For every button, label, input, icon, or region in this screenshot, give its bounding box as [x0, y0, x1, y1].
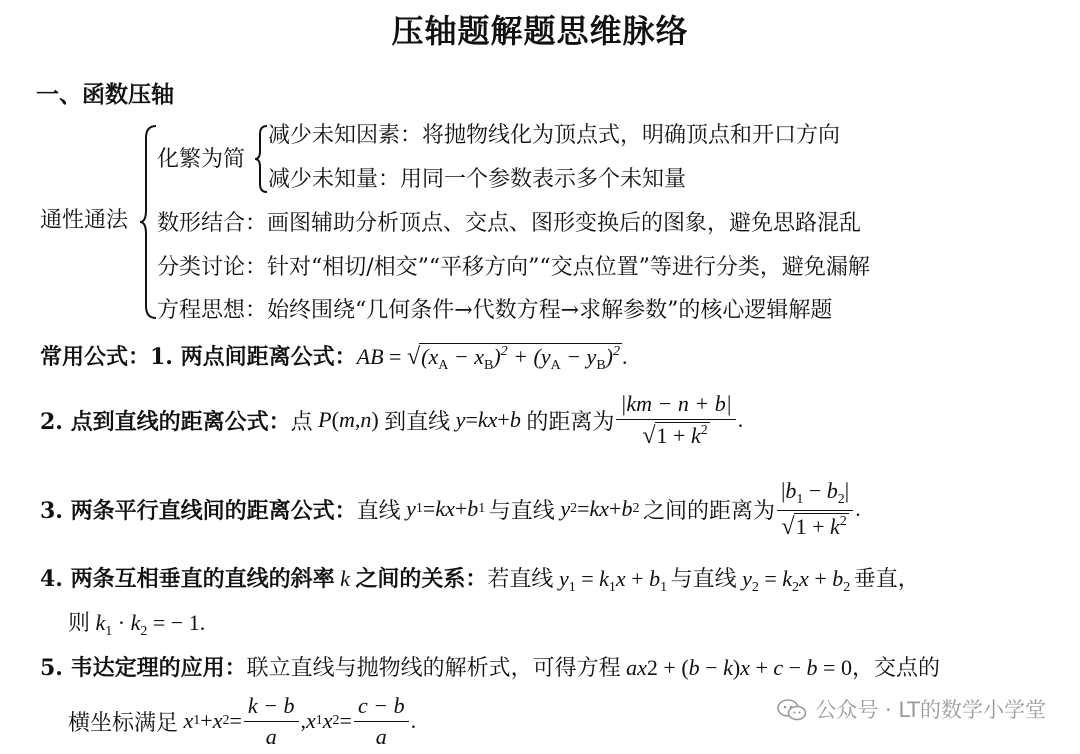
formula-3-fraction: $\frac{|b_1 - b_2|}{√1 + k^2}$	[777, 478, 853, 541]
formula-5-lead: 5. 韦达定理的应用：	[40, 655, 247, 681]
formula-4-text1: 若直线	[487, 567, 554, 592]
formula-3: 3. 两条平行直线间的距离公式： 直线 y 1 = kx + b 1 与直线 y 2 = kx + b 2 之间的距离为 $\frac{|b_1 - b_2|}{√1 + k^2}$ .	[40, 477, 861, 540]
root-brace	[140, 124, 158, 320]
formula-5-fraction-sum: $\frac{k - b}{a}$	[244, 693, 299, 750]
formula-3-lead: 3. 两条平行直线间的距离公式：	[40, 497, 357, 524]
formula-3-text1: 直线	[356, 498, 401, 524]
branch-classification: 分类讨论：针对“相切/相交”“平移方向”“交点位置”等进行分类，避免漏解	[157, 255, 870, 280]
formula-4-line2-text: 则	[68, 611, 91, 636]
simplify-item-1: 减少未知因素：将抛物线化为顶点式，明确顶点和开口方向	[268, 123, 841, 148]
tree-root-label: 通性通法	[40, 208, 129, 233]
formula-3-text3: 之间的距离为	[642, 498, 775, 524]
formula-5-line2-text: 横坐标满足	[68, 710, 179, 736]
formula-2-text2: 到直线	[384, 409, 451, 435]
formula-5-line-2: 横坐标满足 x 1 + x 2 = $\frac{k - b}{a}$ , x 1 x 2 = $\frac{c - b}{a}$ .	[68, 692, 417, 749]
page-title: 压轴题解题思维脉络	[391, 12, 689, 50]
formula-4-text3: 垂直，	[853, 567, 920, 592]
formula-3-text2: 与直线	[488, 498, 555, 524]
formula-4-lead: 4. 两条互相垂直的直线的斜率	[40, 566, 335, 592]
simplify-label: 化繁为简	[157, 147, 246, 172]
formula-2-fraction: $\frac{|km - n + b|}{√1 + k^2}$	[616, 391, 735, 450]
formula-5-line-1: 5. 韦达定理的应用：联立直线与抛物线的解析式，可得方程 ax2 + (b − k)x + c − b = 0，交点的	[40, 655, 940, 681]
branch-shape-number: 数形结合：画图辅助分析顶点、交点、图形变换后的图象，避免思路混乱	[157, 211, 862, 236]
formula-5-fraction-product: $\frac{c - b}{a}$	[354, 693, 409, 750]
branch-equation-thinking: 方程思想：始终围绕“几何条件→代数方程→求解参数”的核心逻辑解题	[157, 298, 833, 323]
formula-1: 常用公式：1. 两点间距离公式：AB = $√(x_A - x_B)^2 + (y_A - y_B)^2$.	[40, 344, 628, 373]
formula-1-lead: 常用公式：1. 两点间距离公式：	[40, 344, 357, 370]
section-heading: 一、函数压轴	[36, 81, 174, 108]
formula-4-line-1: 4. 两条互相垂直的直线的斜率 k 之间的关系：若直线 $y_1 = k_1x + b_1$ 与直线 $y_2 = k_2x + b_2$ 垂直，	[40, 566, 920, 595]
formula-2-lead: 2. 点到直线的距离公式：	[40, 408, 291, 435]
formula-4-lead2: 之间的关系：	[355, 566, 488, 592]
wechat-icon	[777, 699, 807, 721]
simplify-item-2: 减少未知量：用同一个参数表示多个未知量	[268, 167, 687, 192]
simplify-brace	[255, 124, 269, 194]
formula-4-text2: 与直线	[670, 567, 737, 592]
watermark-text: 公众号 · LT的数学小学堂	[815, 698, 1046, 722]
watermark	[777, 694, 1046, 724]
formula-5-text2: ，交点的	[851, 656, 940, 681]
formula-5-text1: 联立直线与抛物线的解析式，可得方程	[246, 656, 621, 681]
formula-2-text1: 点	[290, 409, 313, 435]
formula-4-line-2: 则 $k_1 \cdot k_2$ = − 1.	[68, 610, 206, 639]
formula-2-text3: 的距离为	[526, 409, 615, 435]
formula-2: 2. 点到直线的距离公式： 点 P ( m , n ) 到直线 y = kx + b 的距离为 $\frac{|km - n + b|}{√1 + k^2}$ .	[40, 390, 744, 449]
